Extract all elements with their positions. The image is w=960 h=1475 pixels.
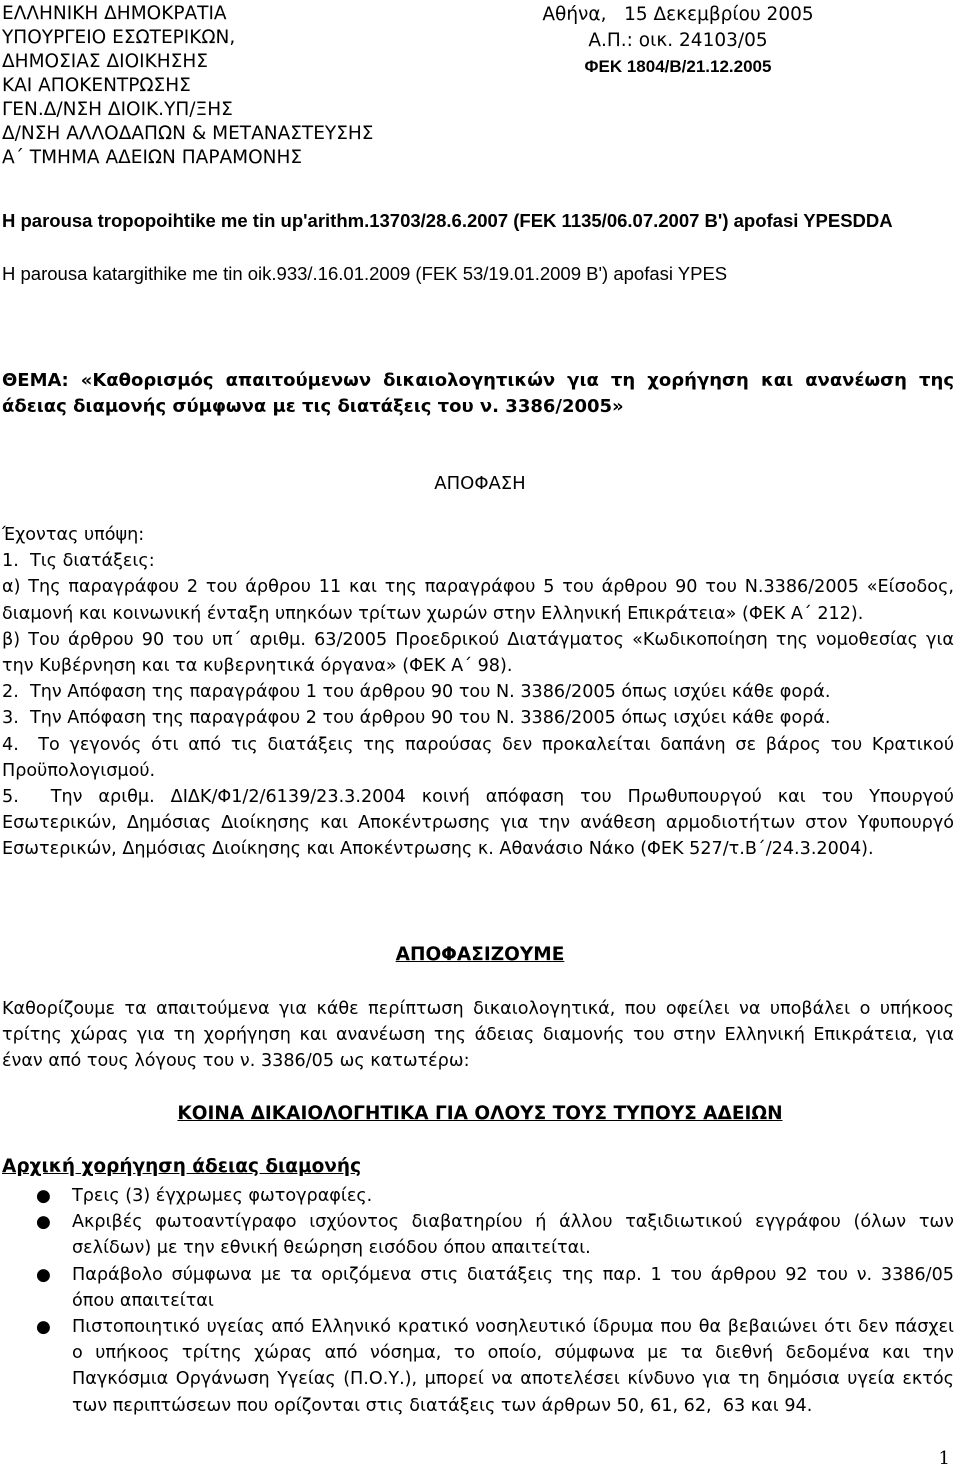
issuer-line: ΥΠΟΥΡΓΕΙΟ ΕΣΩΤΕΡΙΚΩΝ,: [2, 27, 236, 48]
decision-title: ΑΠΟΦΑΣΗ: [434, 473, 526, 494]
issuer-line: ΚΑΙ ΑΠΟΚΕΝΤΡΩΣΗΣ: [2, 75, 191, 96]
list-item-text: Παράβολο σύμφωνα με τα οριζόμενα στις διατάξεις της παρ. 1 του άρθρου 92 του ν. 3386/05 όπου απαιτείται: [72, 1264, 954, 1311]
issuer-line: Α΄ ΤΜΗΜΑ ΑΔΕΙΩΝ ΠΑΡΑΜΟΝΗΣ: [2, 147, 303, 168]
we-decide-heading: ΑΠΟΦΑΣΙΖΟΥΜΕ: [395, 944, 565, 965]
list-item-text: Τρεις (3) έγχρωμες φωτογραφίες.: [72, 1186, 373, 1206]
considering-item-2: 2. Την Απόφαση της παραγράφου 1 του άρθρου 90 του Ν. 3386/2005 όπως ισχύει κάθε φορά.: [2, 682, 831, 703]
considering-section: [2, 522, 960, 863]
requirements-list: [0, 1183, 960, 1419]
common-documents-heading: ΚΟΙΝΑ ΔΙΚΑΙΟΛΟΓΗΤΙΚΑ ΓΙΑ ΟΛΟΥΣ ΤΟΥΣ ΤΥΠΟΥΣ ΑΔΕΙΩΝ: [177, 1103, 783, 1124]
issuer-block: [2, 2, 374, 170]
considering-item-4: 4. Το γεγονός ότι από τις διατάξεις της παρούσας δεν προκαλείται δαπάνη σε βάρος του Κρατικού Προϋπολογισμού.: [2, 734, 960, 781]
decision-text: Καθορίζουμε τα απαιτούμενα για κάθε περίπτωση δικαιολογητικά, που οφείλει να υποβάλει ο υπήκοος τρίτης χώρας για τη χορήγηση και ανανέωση της άδειας διαμονής του στην Ελληνική Επικράτεια, για έναν από τους λόγους του ν. 3386/05 ως κατωτέρω:: [2, 999, 954, 1072]
list-item-text: Ακριβές φωτοαντίγραφο ισχύοντος διαβατηρίου ή άλλου ταξιδιωτικού εγγράφου (όλων των σελίδων) με την εθνική θεώρηση εισόδου όπου απαιτείται.: [72, 1212, 954, 1259]
bullet-icon: ●: [36, 1317, 51, 1338]
list-item: [0, 1314, 960, 1419]
list-item-text: Πιστοποιητικό υγείας από Ελληνικό κρατικό νοσηλευτικό ίδρυμα που θα βεβαιώνει ότι δεν πάσχει ο υπήκοος τρίτης χώρας από νόσημα, το οποίο, σύμφωνα με τα διεθνή δεδομένα και την Παγκόσμια Οργάνωση Υγείας (Π.Ο.Υ.), μπορεί να αποτελέσει κίνδυνο για τη δημόσια υγεία εκτός των περιπτώσεων που ορίζονται στις διατάξεις των άρθρων 50, 61, 62, 63 και 94.: [72, 1317, 960, 1416]
initial-grant-heading: Αρχική χορήγηση άδειας διαμονής: [2, 1156, 362, 1177]
list-item: [0, 1183, 954, 1209]
considering-item-5: 5. Την αριθμ. ΔΙΔΚ/Φ1/2/6139/23.3.2004 κοινή απόφαση του Πρωθυπουργού και του Υπουργού Εσωτερικών, Δημόσιας Διοίκησης και Αποκέντρωσης για την ανάθεση αρμοδιοτήτων στον Υφυπουργό Εσωτερικών, Δημόσιας Διοίκησης και Αποκέντρωσης κ. Αθανάσιο Νάκο (ΦΕΚ 527/τ.Β΄/24.3.2004).: [2, 787, 960, 860]
issuer-line: ΔΗΜΟΣΙΑΣ ΔΙΟΙΚΗΣΗΣ: [2, 51, 208, 72]
page-number: 1: [938, 1448, 950, 1469]
considering-item-1a: α) Της παραγράφου 2 του άρθρου 11 και της παραγράφου 5 του άρθρου 90 του Ν.3386/2005 «Είσοδος, διαμονή και κοινωνική ένταξη υπηκόων τρίτων χωρών στην Ελληνική Επικράτεια» (ΦΕΚ Α΄ 212).: [2, 577, 954, 624]
list-item: [0, 1209, 954, 1261]
considering-item-1b: β) Του άρθρου 90 του υπ΄ αριθμ. 63/2005 Προεδρικού Διατάγματος «Κωδικοποίηση της νομοθεσίας για την Κυβέρνηση και τα κυβερνητικά όργανα» (ΦΕΚ Α΄ 98).: [2, 629, 954, 677]
bullet-icon: ●: [36, 1212, 51, 1233]
bullet-icon: ●: [36, 1264, 51, 1285]
considering-item-1: 1. Τις διατάξεις:: [2, 551, 155, 572]
considering-intro: Έχοντας υπόψη:: [2, 525, 145, 545]
gazette-reference: ΦΕΚ 1804/Β/21.12.2005: [584, 57, 772, 76]
issuer-line: Δ/ΝΣΗ ΑΛΛΟΔΑΠΩΝ & ΜΕΤΑΝΑΣΤΕΥΣΗΣ: [2, 123, 374, 144]
subject-line: ΘΕΜΑ: «Καθορισμός απαιτούμενων δικαιολογητικών για τη χορήγηση και ανανέωση της άδειας διαμονής σύμφωνα με τις διατάξεις του ν. 3386/2005»: [2, 370, 954, 417]
date-ref-block: [538, 2, 818, 80]
document-date: Αθήνα, 15 Δεκεμβρίου 2005: [542, 4, 814, 25]
amendment-note: H parousa tropopoihtike me tin up'arithm.13703/28.6.2007 (FEK 1135/06.07.2007 B') apofasi YPESDDA: [2, 210, 893, 231]
repeal-note: H parousa katargithike me tin oik.933/.16.01.2009 (FEK 53/19.01.2009 B') apofasi YPES: [2, 263, 728, 284]
issuer-line: ΓΕΝ.Δ/ΝΣΗ ΔΙΟΙΚ.ΥΠ/ΞΗΣ: [2, 99, 233, 120]
list-item: [0, 1262, 954, 1314]
considering-item-3: 3. Την Απόφαση της παραγράφου 2 του άρθρου 90 του Ν. 3386/2005 όπως ισχύει κάθε φορά.: [2, 708, 831, 729]
protocol-number: Α.Π.: οικ. 24103/05: [588, 30, 768, 51]
issuer-line: ΕΛΛΗΝΙΚΗ ΔΗΜΟΚΡΑΤΙΑ: [2, 3, 227, 24]
bullet-icon: ●: [36, 1186, 51, 1206]
